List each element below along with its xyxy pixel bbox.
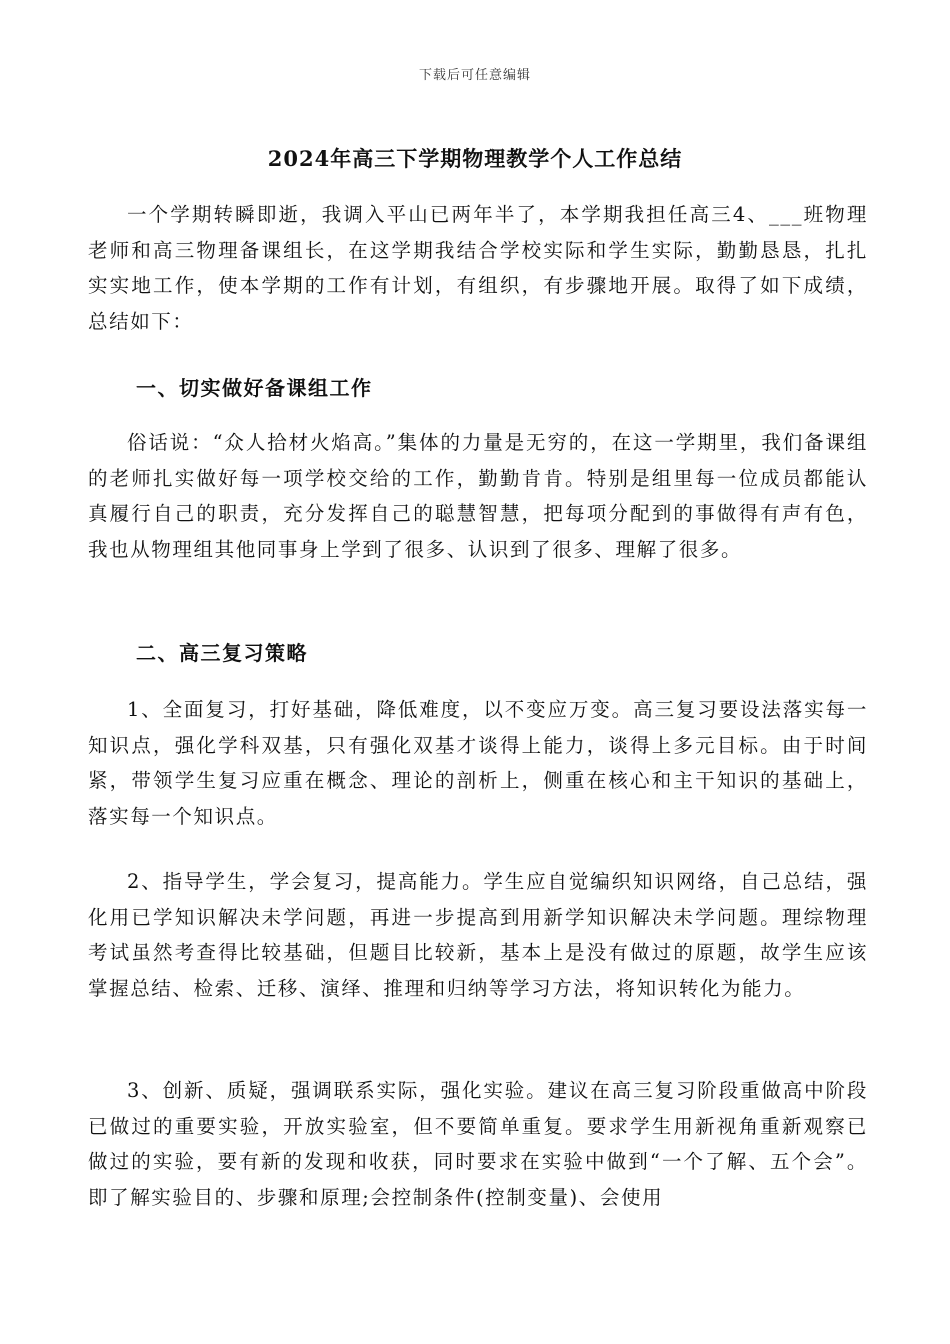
- intro-paragraph: 一个学期转瞬即逝，我调入平山已两年半了，本学期我担任高三4、___班物理老师和高三物理备课组长，在这学期我结合学校实际和学生实际，勤勤恳恳，扎扎实实地工作，使本学期的工作有计划，有组织，有步骤地开展。取得了如下成绩，总结如下：: [88, 203, 868, 333]
- section1-paragraph: 俗话说：“众人拾材火焰高。”集体的力量是无穷的，在这一学期里，我们备课组的老师扎实做好每一项学校交给的工作，勤勤肯肯。特别是组里每一位成员都能认真履行自己的职责，充分发挥自己的聪慧智慧，把每项分配到的事做得有声有色，我也从物理组其他同事身上学到了很多、认识到了很多、理解了很多。: [88, 431, 868, 561]
- section-heading-1: 一、切实做好备课组工作: [136, 376, 373, 400]
- intro-block: [88, 197, 868, 339]
- item3-paragraph: 3、创新、质疑，强调联系实际，强化实验。建议在高三复习阶段重做高中阶段已做过的重要实验，开放实验室，但不要简单重复。要求学生用新视角重新观察已做过的实验，要有新的发现和收获，同时要求在实验中做到“一个了解、五个会”。即了解实验目的、步骤和原理;会控制条件(控制变量)、会使用: [88, 1079, 868, 1209]
- item2-block: [88, 864, 868, 1006]
- item2-paragraph: 2、指导学生，学会复习，提高能力。学生应自觉编织知识网络，自己总结，强化用已学知识解决未学问题，再进一步提高到用新学知识解决未学问题。理综物理考试虽然考查得比较基础，但题目比较新，基本上是没有做过的原题，故学生应该掌握总结、检索、迁移、演绎、推理和归纳等学习方法，将知识转化为能力。: [88, 870, 868, 1000]
- item1-block: [88, 692, 868, 834]
- section1-block: [88, 425, 868, 567]
- document-title: 2024年高三下学期物理教学个人工作总结: [267, 146, 683, 171]
- item1-paragraph: 1、全面复习，打好基础，降低难度，以不变应万变。高三复习要设法落实每一知识点，强化学科双基，只有强化双基才谈得上能力，谈得上多元目标。由于时间紧，带领学生复习应重在概念、理论的剖析上，侧重在核心和主干知识的基础上，落实每一个知识点。: [88, 698, 868, 828]
- section-heading-2: 二、高三复习策略: [136, 641, 308, 665]
- header-note: 下载后可任意编辑: [418, 68, 531, 83]
- item3-block: [88, 1073, 868, 1215]
